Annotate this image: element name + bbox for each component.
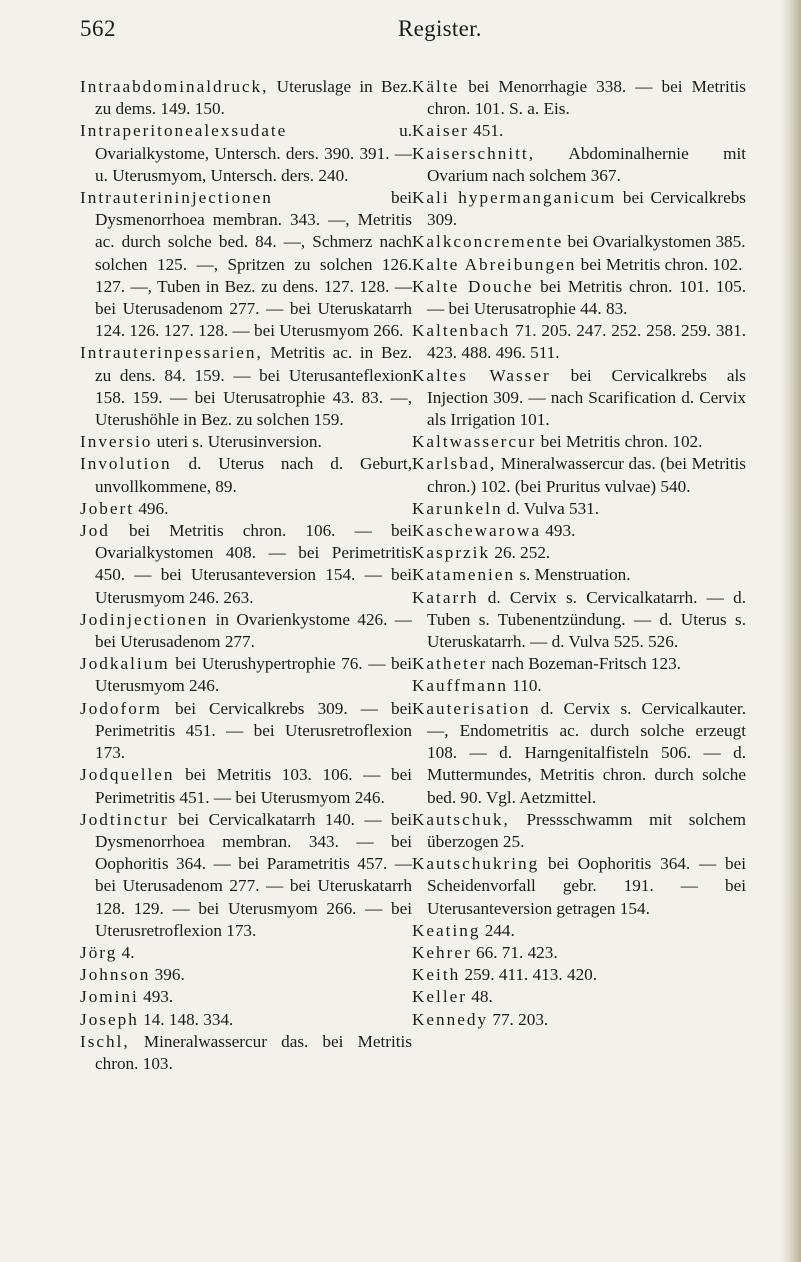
index-references: bei Metritis chron. 106. — bei Ovarialkystomen 408. — bei Perimetritis 450. — bei Uterusanteversion 154. — bei Uterusmyom 246. 263.	[95, 521, 412, 607]
index-references: 451.	[468, 121, 504, 141]
index-entry	[412, 1009, 746, 1031]
index-term: Jomini	[80, 987, 139, 1007]
index-references: Mineralwassercur das. bei Metritis chron. 103.	[95, 1031, 412, 1073]
index-references: bei Metritis chron. 102.	[536, 432, 703, 452]
index-term: Kalkconcremente	[412, 232, 564, 252]
index-references: s. Menstruation.	[515, 565, 631, 585]
index-references: 110.	[507, 676, 542, 696]
index-entry	[80, 1031, 412, 1075]
index-entry	[80, 986, 412, 1008]
index-term: Kautschuk,	[412, 809, 510, 829]
index-entry	[412, 653, 746, 675]
index-references: nach Bozeman-Fritsch 123.	[487, 654, 681, 674]
index-references: 493.	[540, 521, 576, 541]
index-references: d. Cervix s. Cervicalkauter. —, Endometritis ac. durch solche erzeugt 108. — d. Harngenitalfisteln 506. — d. Muttermundes, Metritis chron. durch solche bed. 90. Vgl. Aetzmittel.	[427, 698, 746, 807]
index-term: Karunkeln	[412, 498, 503, 518]
index-entry	[80, 764, 412, 808]
index-term: Keller	[412, 987, 467, 1007]
index-term: Jodtinctur	[80, 809, 169, 829]
index-references: 259. 411. 413. 420.	[460, 965, 598, 985]
index-term: Kalte Abreibungen	[412, 254, 577, 274]
index-entry	[412, 587, 746, 654]
index-entry	[412, 431, 746, 453]
index-references: bei Cervicalkatarrh 140. — bei Dysmenorrhoea membran. 343. — bei Oophoritis 364. — bei Parametritis 457. — bei Uterusadenom 277. — bei Uteruskatarrh 128. 129. — bei Uterusmyom 266. — bei Uterusretroflexion 173.	[95, 809, 412, 940]
index-entry	[412, 853, 746, 920]
index-term: Kautschukring	[412, 854, 540, 874]
index-entry	[412, 120, 746, 142]
index-references: 66. 71. 423.	[471, 942, 558, 962]
index-entry	[80, 453, 412, 497]
index-entry	[412, 520, 746, 542]
index-entry	[412, 453, 746, 497]
index-references: bei Uterushypertrophie 76. — bei Uterusmyom 246.	[95, 654, 412, 696]
page-edge	[779, 0, 801, 1262]
index-entry	[412, 365, 746, 432]
index-references: bei Menorrhagie 338. — bei Metritis chron. 101. S. a. Eis.	[427, 77, 746, 119]
index-term: Intrauterininjectionen	[80, 188, 273, 208]
index-term: Kaltenbach	[412, 321, 511, 341]
index-term: Katarrh	[412, 587, 479, 607]
index-term: Kauffmann	[412, 676, 508, 696]
index-references: Pressschwamm mit solchem überzogen 25.	[427, 809, 746, 851]
index-references: bei Cervicalkrebs als Injection 309. — nach Scarification d. Cervix als Irrigation 101.	[427, 365, 746, 430]
index-term: Jod	[80, 521, 110, 541]
index-entry	[412, 964, 746, 986]
index-term: Kaltes Wasser	[412, 365, 551, 385]
index-entry	[80, 1009, 412, 1031]
index-entry	[80, 698, 412, 765]
index-references: 496.	[134, 498, 169, 518]
index-entry	[412, 920, 746, 942]
index-term: Keating	[412, 920, 481, 940]
index-term: Ischl,	[80, 1031, 130, 1051]
index-term: Johnson	[80, 965, 151, 985]
index-references: u. Ovarialkystome, Untersch. ders. 390. 391. — u. Uterusmyom, Untersch. ders. 240.	[95, 121, 412, 185]
index-references: d. Cervix s. Cervicalkatarrh. — d. Tuben s. Tubenentzündung. — d. Uterus s. Uteruskatarrh. — d. Vulva 525. 526.	[427, 587, 746, 652]
index-references: Uteruslage in Bez. zu dems. 149. 150.	[95, 77, 412, 119]
index-references: bei Ovarialkystomen 385.	[563, 232, 746, 252]
index-references: bei Metritis chron. 102.	[576, 254, 743, 274]
index-entry	[80, 609, 412, 653]
index-references: 48.	[466, 987, 493, 1007]
index-term: Intrauterinpessarien,	[80, 343, 263, 363]
index-term: Involution	[80, 454, 172, 474]
index-entry	[412, 231, 746, 253]
index-references: d. Uterus nach d. Geburt, unvollkommene, 89.	[95, 454, 412, 496]
index-references: bei Oophoritis 364. — bei Scheidenvorfall gebr. 191. — bei Uterusanteversion getragen 154.	[427, 854, 746, 918]
index-references: 26. 252.	[490, 543, 551, 563]
index-references: bei Metritis chron. 101. 105. — bei Uterusatrophie 44. 83.	[427, 276, 746, 319]
index-entry	[412, 942, 746, 964]
index-entry	[412, 809, 746, 853]
index-references: bei Dysmenorrhoea membran. 343. —, Metritis ac. durch solche bed. 84. —, Schmerz nach solchen 125. —, Spritzen zu solchen 126. 127. —, Tuben in Bez. zu dens. 127. 128. — bei Uterusadenom 277. — bei Uteruskatarrh 124. 126. 127. 128. — bei Uterusmyom 266.	[95, 188, 412, 341]
index-references: 493.	[138, 987, 174, 1007]
index-term: Intraabdominaldruck,	[80, 77, 269, 96]
index-term: Kasprzik	[412, 543, 491, 563]
index-entry	[80, 342, 412, 431]
index-entry	[412, 986, 746, 1008]
index-entry	[80, 431, 412, 453]
index-entry	[80, 187, 412, 342]
index-term: Kalte Douche	[412, 276, 534, 296]
index-entry	[80, 498, 412, 520]
index-term: Karlsbad,	[412, 454, 497, 474]
page-number: 562	[80, 16, 116, 41]
index-entry	[80, 964, 412, 986]
index-term: Keith	[412, 965, 461, 985]
index-references: bei Cervicalkrebs 309. — bei Perimetritis 451. — bei Uterusretroflexion 173.	[95, 698, 412, 763]
index-entry	[80, 653, 412, 697]
index-entry	[412, 76, 746, 120]
index-term: Jodkalium	[80, 654, 170, 674]
running-title: Register.	[398, 16, 482, 41]
index-references: uteri s. Uterusinversion.	[152, 432, 322, 452]
index-entry	[80, 942, 412, 964]
index-term: Jodinjectionen	[80, 609, 209, 629]
index-references: d. Vulva 531.	[502, 498, 600, 518]
index-term: Kali hypermanganicum	[412, 188, 617, 208]
index-entry	[412, 254, 746, 276]
index-column-left	[80, 76, 412, 1075]
index-term: Joseph	[80, 1009, 139, 1029]
index-references: 396.	[150, 965, 185, 985]
index-references: 77. 203.	[488, 1009, 549, 1029]
index-references: Mineralwassercur das. (bei Metritis chron.) 102. (bei Pruritus vulvae) 540.	[427, 454, 746, 496]
index-entry	[80, 76, 412, 120]
index-entry	[412, 564, 746, 586]
index-term: Inversio	[80, 432, 153, 452]
index-references: in Ovarienkystome 426. — bei Uterusadenom 277.	[95, 609, 412, 652]
index-term: Kaiserschnitt,	[412, 143, 535, 163]
index-term: Jodquellen	[80, 765, 175, 785]
index-column-right	[412, 76, 746, 1031]
index-entry	[80, 809, 412, 942]
index-term: Kälte	[412, 77, 460, 96]
index-references: 4.	[117, 942, 135, 962]
index-references: 14. 148. 334.	[138, 1009, 234, 1029]
index-entry	[80, 520, 412, 609]
index-term: Jobert	[80, 498, 135, 518]
index-entry	[412, 143, 746, 187]
index-entry	[412, 187, 746, 231]
index-entry	[412, 320, 746, 364]
index-term: Kennedy	[412, 1009, 489, 1029]
index-term: Kaschewarowa	[412, 521, 541, 541]
index-references: 244.	[480, 920, 515, 940]
index-term: Kaltwassercur	[412, 432, 537, 452]
index-term: Intraperitonealexsudate	[80, 121, 288, 141]
index-term: Jodoform	[80, 698, 162, 718]
index-references: Metritis ac. in Bez. zu dens. 84. 159. — bei Uterusanteflexion 158. 159. — bei Uterusatrophie 43. 83. —, Uterushöhle in Bez. zu solchen 159.	[95, 343, 412, 430]
index-entry	[80, 120, 412, 187]
index-term: Katheter	[412, 654, 488, 674]
index-term: Kaiser	[412, 121, 469, 141]
index-references: bei Cervicalkrebs 309.	[427, 188, 746, 230]
index-references: Abdominalhernie mit Ovarium nach solchem 367.	[427, 143, 746, 185]
index-entry	[412, 698, 746, 809]
index-entry	[412, 498, 746, 520]
index-entry	[412, 542, 746, 564]
index-references: 71. 205. 247. 252. 258. 259. 381. 423. 488. 496. 511.	[427, 321, 746, 363]
index-entry	[412, 675, 746, 697]
index-term: Kauterisation	[412, 698, 531, 718]
index-term: Jörg	[80, 942, 118, 962]
index-term: Kehrer	[412, 942, 472, 962]
index-entry	[412, 276, 746, 320]
index-references: bei Metritis 103. 106. — bei Perimetritis 451. — bei Uterusmyom 246.	[95, 765, 412, 807]
index-term: Katamenien	[412, 565, 516, 585]
page-header	[0, 12, 801, 48]
